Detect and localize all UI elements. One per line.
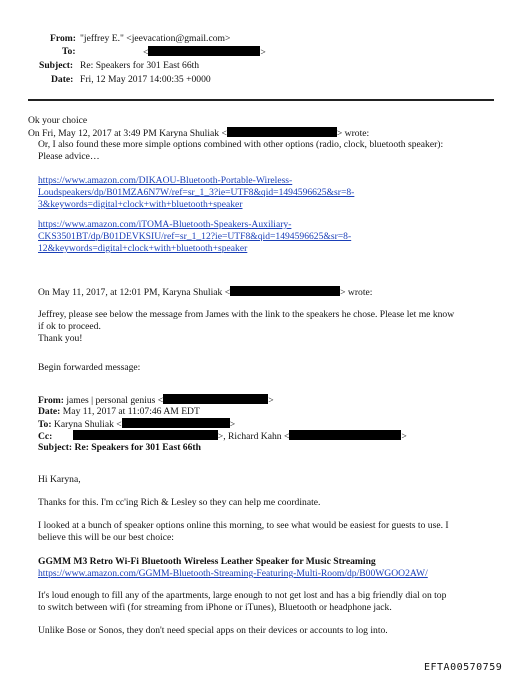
header-from-value: "jeffrey E." <jeevacation@gmail.com> xyxy=(80,33,231,44)
redaction-bar xyxy=(122,418,230,428)
header-date-value: Fri, 12 May 2017 14:00:35 +0000 xyxy=(80,74,211,85)
quote2-line3: Thank you! xyxy=(38,333,83,344)
greeting: Hi Karyna, xyxy=(38,474,81,485)
header-subject-label: Subject: xyxy=(39,60,74,71)
quote2-line1: Jeffrey, please see below the message from James with the link to the speakers he chose. Please let me know xyxy=(38,309,455,320)
redaction-bar xyxy=(230,286,340,296)
quote1-line1: Or, I also found these more simple options combined with other options (radio, clock, bluetooth speaker): xyxy=(38,139,444,150)
fwd-date-label: Date: xyxy=(38,406,61,417)
fwd-to-label: To: xyxy=(38,419,52,430)
link2-line1[interactable]: https://www.amazon.com/iTOMA-Bluetooth-Speakers-Auxiliary- xyxy=(38,219,292,230)
fwd-to-value: Karyna Shuliak < xyxy=(53,419,122,430)
product-link[interactable]: https://www.amazon.com/GGMM-Bluetooth-Streaming-Featuring-Multi-Room/dp/B00WGOO2AW/ xyxy=(38,568,428,579)
quote2-attr-pre: On May 11, 2017, at 12:01 PM, Karyna Shuliak < xyxy=(38,287,231,298)
paragraph-2-line2: believe this will be our best choice: xyxy=(38,532,174,543)
redaction-bar xyxy=(148,46,260,56)
quote2-line2: if ok to proceed. xyxy=(38,321,101,332)
fwd-date xyxy=(38,406,200,418)
forwarded-label: Begin forwarded message: xyxy=(38,362,141,373)
header-to-value: < > xyxy=(143,47,266,58)
redaction-bar xyxy=(289,430,401,440)
reply-text: Ok your choice xyxy=(28,115,88,126)
fwd-subject-label: Subject: xyxy=(38,442,73,453)
link1-line3[interactable]: 3&keywords=digital+clock+with+bluetooth+speaker xyxy=(38,199,243,210)
document-id: EFTA00570759 xyxy=(424,662,503,673)
link1-line2[interactable]: Loudspeakers/dp/B01MZA6N7W/ref=sr_1_3?ie=UTF8&qid=1494596625&sr=8- xyxy=(38,187,355,198)
quote2-attribution xyxy=(38,286,372,299)
fwd-from-label: From: xyxy=(38,395,64,406)
fwd-subject-value: Re: Speakers for 301 East 66th xyxy=(74,442,201,453)
redaction-bar xyxy=(227,127,337,137)
link2-line3[interactable]: 12&keywords=digital+clock+with+bluetooth+speaker xyxy=(38,243,248,254)
header-from-label: From: xyxy=(50,33,76,44)
header-to-label: To: xyxy=(62,46,76,57)
fwd-cc-mid: >, Richard Kahn < xyxy=(217,431,290,442)
fwd-cc-label: Cc: xyxy=(38,431,53,442)
fwd-from-close: > xyxy=(268,395,274,406)
fwd-cc-close: > xyxy=(401,431,407,442)
link1-line1[interactable]: https://www.amazon.com/DIKAOU-Bluetooth-Portable-Wireless- xyxy=(38,175,293,186)
quote1-attr-post: > wrote: xyxy=(336,128,370,139)
paragraph-4: Unlike Bose or Sonos, they don't need special apps on their devices or accounts to log into. xyxy=(38,625,388,636)
paragraph-2-line1: I looked at a bunch of speaker options online this morning, to see what would be easiest for guests to use. I xyxy=(38,520,449,531)
fwd-subject xyxy=(38,442,201,454)
quote1-line2: Please advice… xyxy=(38,151,100,162)
paragraph-3-line2: to switch between wifi (for streaming from iPhone or iTunes), Bluetooth or headphone jack. xyxy=(38,602,392,613)
fwd-from-value: james | personal genius < xyxy=(66,395,164,406)
header-divider xyxy=(28,99,494,101)
redaction-bar xyxy=(163,394,268,404)
header-subject-value: Re: Speakers for 301 East 66th xyxy=(80,60,200,71)
product-title: GGMM M3 Retro Wi-Fi Bluetooth Wireless Leather Speaker for Music Streaming xyxy=(38,556,376,567)
header-date-label: Date: xyxy=(51,74,74,85)
quote1-attr-pre: On Fri, May 12, 2017 at 3:49 PM Karyna Shuliak < xyxy=(28,128,227,139)
link2-line2[interactable]: CKS3501BT/dp/B01DEVKSIU/ref=sr_1_12?ie=UTF8&qid=1494596625&sr=8- xyxy=(38,231,352,242)
fwd-to-close: > xyxy=(229,419,236,430)
paragraph-1: Thanks for this. I'm cc'ing Rich & Lesley so they can help me coordinate. xyxy=(38,497,321,508)
quote2-attr-post: > wrote: xyxy=(340,287,373,298)
fwd-date-value: May 11, 2017 at 11:07:46 AM EDT xyxy=(62,406,200,417)
redaction-bar xyxy=(73,430,218,440)
paragraph-3-line1: It's loud enough to fill any of the apartments, large enough to not get lost and has a big friendly dial on top xyxy=(38,590,447,601)
